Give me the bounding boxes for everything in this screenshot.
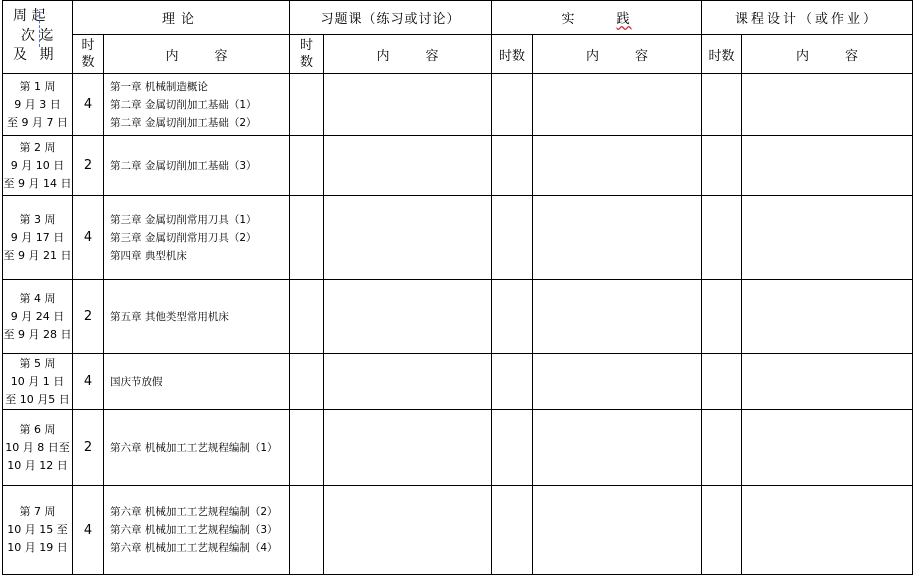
exercise-hours-cell[interactable] <box>290 136 324 196</box>
topic-item: 第二章 金属切削加工基础（2） <box>110 116 257 129</box>
design-content-cell[interactable] <box>742 196 913 280</box>
design-content-cell[interactable] <box>742 74 913 136</box>
theory-hours-cell: 4 <box>73 74 104 136</box>
practice-content-cell[interactable] <box>533 136 702 196</box>
design-hours-cell[interactable] <box>702 486 742 575</box>
table-row <box>3 280 913 354</box>
week-cell <box>3 280 73 354</box>
practice-header-part2: 践 <box>616 12 632 28</box>
practice-hours-cell[interactable] <box>492 486 533 575</box>
week-line: 至 9 月 14 日 <box>3 176 72 190</box>
exercise-content-header: 内容 <box>324 35 492 74</box>
topic-item: 第一章 机械制造概论 <box>110 80 208 93</box>
week-line: 第 1 周 <box>19 79 56 93</box>
exercise-content-cell[interactable] <box>324 354 492 410</box>
exercise-hours-cell[interactable] <box>290 354 324 410</box>
corner-line-2: 次 迄 <box>21 28 54 44</box>
week-cell <box>3 486 73 575</box>
design-hours-cell[interactable] <box>702 136 742 196</box>
practice-content-header: 内容 <box>533 35 702 74</box>
week-line: 9 月 17 日 <box>10 230 65 244</box>
exercise-hours-header <box>290 35 324 74</box>
topic-item: 第六章 机械加工工艺规程编制（3） <box>110 524 278 536</box>
exercise-hours-cell[interactable] <box>290 486 324 575</box>
design-hours-header: 时数 <box>702 35 742 74</box>
topic-item: 国庆节放假 <box>110 375 163 388</box>
theory-hours-cell: 4 <box>73 354 104 410</box>
week-line: 第 4 周 <box>19 291 56 305</box>
practice-header-part1: 实 <box>561 12 577 28</box>
practice-content-cell[interactable] <box>533 354 702 410</box>
week-line: 至 9 月 28 日 <box>3 327 72 341</box>
week-line: 10 月 8 日至 <box>5 440 70 454</box>
text-cursor-marker <box>39 11 43 47</box>
theory-content-header: 内容 <box>104 35 290 74</box>
hours-char-2: 数 <box>300 55 314 71</box>
practice-hours-cell[interactable] <box>492 410 533 486</box>
theory-hours-cell: 4 <box>73 486 104 575</box>
table-row <box>3 486 913 575</box>
practice-hours-cell[interactable] <box>492 74 533 136</box>
week-line: 10 月 12 日 <box>7 458 68 472</box>
hours-char-2: 数 <box>81 55 95 71</box>
theory-content-cell <box>104 196 290 280</box>
topic-item: 第三章 金属切削常用刀具（1） <box>110 213 257 226</box>
table-row <box>3 354 913 410</box>
exercise-hours-cell[interactable] <box>290 196 324 280</box>
theory-hours-cell: 2 <box>73 280 104 354</box>
topic-item: 第四章 典型机床 <box>110 249 187 262</box>
week-date-header <box>3 1 73 74</box>
exercise-hours-cell[interactable] <box>290 280 324 354</box>
design-content-cell[interactable] <box>742 354 913 410</box>
practice-header <box>492 1 702 35</box>
week-line: 9 月 10 日 <box>10 158 65 172</box>
hours-char-1: 时 <box>81 38 95 54</box>
theory-content-cell <box>104 410 290 486</box>
practice-hours-cell[interactable] <box>492 196 533 280</box>
topic-item: 第三章 金属切削常用刀具（2） <box>110 231 257 244</box>
design-content-cell[interactable] <box>742 136 913 196</box>
theory-content-cell <box>104 280 290 354</box>
hours-char-1: 时 <box>300 38 314 54</box>
practice-hours-cell[interactable] <box>492 136 533 196</box>
practice-content-cell[interactable] <box>533 410 702 486</box>
week-line: 10 月 1 日 <box>10 374 65 388</box>
design-hours-cell[interactable] <box>702 196 742 280</box>
week-line: 10 月 19 日 <box>7 541 68 554</box>
theory-hours-cell: 2 <box>73 410 104 486</box>
schedule-table <box>2 0 913 575</box>
practice-content-cell[interactable] <box>533 486 702 575</box>
week-cell <box>3 196 73 280</box>
topic-item: 第六章 机械加工工艺规程编制（4） <box>110 542 278 554</box>
exercise-hours-cell[interactable] <box>290 74 324 136</box>
topic-item: 第二章 金属切削加工基础（3） <box>110 159 257 172</box>
week-line: 至 9 月 7 日 <box>7 115 68 129</box>
week-line: 10 月 15 至 <box>7 523 68 536</box>
exercise-content-cell[interactable] <box>324 486 492 575</box>
week-cell <box>3 74 73 136</box>
theory-content-cell <box>104 74 290 136</box>
theory-content-cell <box>104 136 290 196</box>
exercise-content-cell[interactable] <box>324 136 492 196</box>
week-line: 第 2 周 <box>19 140 56 154</box>
practice-content-cell[interactable] <box>533 280 702 354</box>
table-row <box>3 74 913 136</box>
practice-hours-cell[interactable] <box>492 280 533 354</box>
week-line: 至 10 月5 日 <box>5 392 70 406</box>
corner-line-3: 及 期 <box>13 47 58 63</box>
theory-hours-header <box>73 35 104 74</box>
corner-line-1: 周 起 <box>13 8 46 24</box>
design-hours-cell[interactable] <box>702 354 742 410</box>
exercise-header: 习题课（练习或讨论） <box>290 1 492 35</box>
week-line: 第 6 周 <box>19 422 56 436</box>
design-hours-cell[interactable] <box>702 280 742 354</box>
practice-hours-header: 时数 <box>492 35 533 74</box>
week-line: 第 3 周 <box>19 212 56 226</box>
design-hours-cell[interactable] <box>702 74 742 136</box>
table-row <box>3 410 913 486</box>
exercise-content-cell[interactable] <box>324 410 492 486</box>
theory-header: 理论 <box>73 1 290 35</box>
theory-hours-cell: 2 <box>73 136 104 196</box>
design-header: 课程设计（或作业） <box>702 1 913 35</box>
week-line: 9 月 24 日 <box>10 309 65 323</box>
week-cell <box>3 354 73 410</box>
theory-hours-cell: 4 <box>73 196 104 280</box>
week-line: 第 5 周 <box>19 356 56 370</box>
week-line: 至 9 月 21 日 <box>3 248 72 262</box>
topic-item: 第二章 金属切削加工基础（1） <box>110 98 257 111</box>
practice-content-cell[interactable] <box>533 74 702 136</box>
design-content-cell[interactable] <box>742 410 913 486</box>
topic-item: 第六章 机械加工工艺规程编制（1） <box>110 441 278 454</box>
theory-content-cell <box>104 354 290 410</box>
week-cell <box>3 136 73 196</box>
week-line: 第 7 周 <box>19 505 56 518</box>
practice-hours-cell[interactable] <box>492 354 533 410</box>
week-cell <box>3 410 73 486</box>
table-row <box>3 136 913 196</box>
week-line: 9 月 3 日 <box>14 97 61 111</box>
exercise-content-cell[interactable] <box>324 74 492 136</box>
exercise-content-cell[interactable] <box>324 280 492 354</box>
topic-item: 第五章 其他类型常用机床 <box>110 310 229 323</box>
design-content-cell[interactable] <box>742 280 913 354</box>
topic-item: 第六章 机械加工工艺规程编制（2） <box>110 506 278 518</box>
design-content-cell[interactable] <box>742 486 913 575</box>
exercise-content-cell[interactable] <box>324 196 492 280</box>
theory-content-cell <box>104 486 290 575</box>
practice-content-cell[interactable] <box>533 196 702 280</box>
exercise-hours-cell[interactable] <box>290 410 324 486</box>
table-row <box>3 196 913 280</box>
design-hours-cell[interactable] <box>702 410 742 486</box>
design-content-header: 内容 <box>742 35 913 74</box>
